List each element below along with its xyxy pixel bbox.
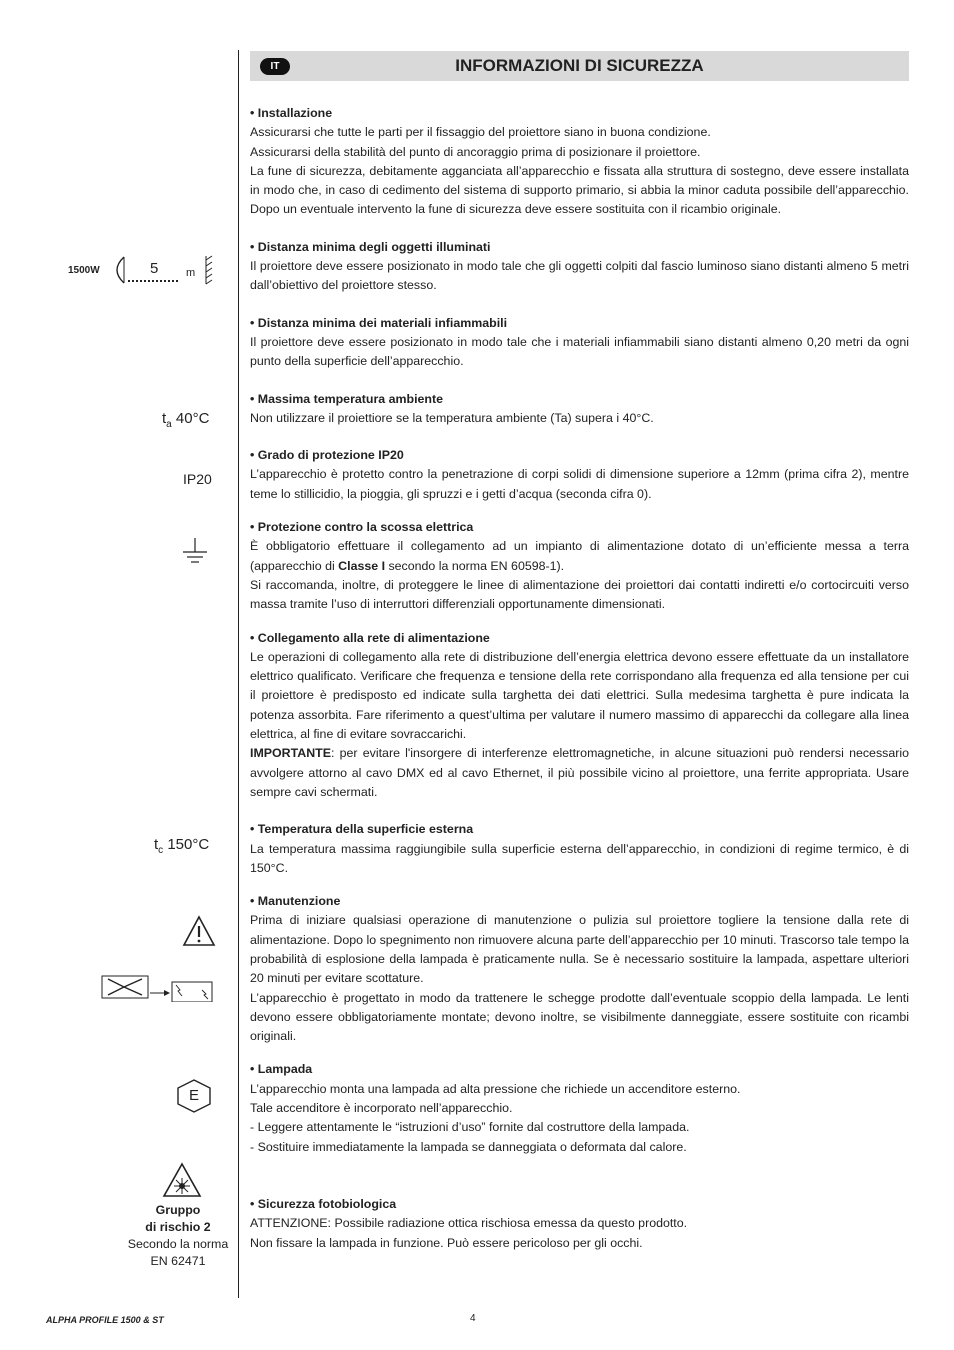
section-heading: • Distanza minima degli oggetti illuminati [250,239,491,254]
section-fotobiologica: • Sicurezza fotobiologica ATTENZIONE: Possibile radiazione ottica rischiosa emessa da questo prodotto. Non fissare la lampada in funzione. Può essere pericoloso per gli occhi. [250,1195,909,1253]
section-distanza-infiammabili: • Distanza minima dei materiali infiammabili Il proiettore deve essere posizionato in modo tale che i materiali infiammabili siano distanti almeno 0,20 metri da ogni punto della superficie dell’apparecchio. [250,315,909,369]
section-rete-alimentazione: • Collegamento alla rete di alimentazione Le operazioni di collegamento alla rete di distribuzione dell’energia elettrica devono essere effettuate da un installatore elettrico qualificato. Verificare che frequenza e tensione della rete corrispondano alla frequenza ed alla tensione per cui il proiettore è predisposto ed indicate sulla targhetta dei dati elettrici. Sulla medesima targhetta è pure indicata la potenza assorbita. Fare riferimento a quest’ultima per valutare il numero massimo di apparecchi da collegare alla linea elettrica, al fine di evitare sovraccarichi. IMPORTANTE: per evitare l'insorgere di interferenze elettromagnetiche, in alcune situazioni può rendersi necessario avvolgere attorno al cavo DMX ed al cavo Ethernet, il più possibile vicino al proiettore, una ferrite appropriata. Usare sempre cavi schermati. [250,630,909,799]
lens-replace-icon [100,972,216,1002]
footer-model: ALPHA PROFILE 1500 & ST [46,1315,164,1325]
tc-label: $t_c$ 150°C [154,836,210,856]
section-distanza-oggetti: • Distanza minima degli oggetti illuminati Il proiettore deve essere posizionato in modo tale che gli oggetti colpiti dal fascio luminoso siano distanti almeno 5 metri dall’obiettivo del proiettore stesso. [250,239,909,293]
section-heading: • Distanza minima dei materiali infiammabili [250,315,508,330]
section-ip20: • Grado di protezione IP20 L’apparecchio è protetto contro la penetrazione di corpi solidi di dimensione superiore a 12mm (prima cifra 2), mentre teme lo stillicidio, la pioggia, gli spruzzi e i getti d’acqua (seconda cifra 0). [250,448,909,501]
section-scossa-elettrica: • Protezione contro la scossa elettrica È obbligatorio effettuare il collegamento ad un impianto di alimentazione dotato di un’efficiente messa a terra (apparecchio di Classe I secondo la norma EN 60598-1). Si raccomanda, inoltre, di proteggere le linee di alimentazione dei proiettori dai contatti indiretti e/o cortocircuiti verso massa tramite l’uso di interruttori differenziali opportunamente dimensionati. [250,520,909,612]
section-heading: • Lampada [250,1062,313,1077]
section-heading: • Temperatura della superficie esterna [250,822,474,837]
section-manutenzione: • Manutenzione Prima di iniziare qualsiasi operazione di manutenzione o pulizia sul proiettore togliere la tensione dalla rete di alimentazione. Dopo lo spegnimento non rimuovere alcuna parte dell’apparecchio per 10 minuti. Trascorso tale tempo la probabilità di esplosione della lampada è praticamente nulla. Se è necessario sostituire la lampada, aspettare ulteriori 20 minuti per evitare scottature. L’apparecchio è progettato in modo da trattenere le schegge prodotte dall’eventuale scoppio della lampada. Le lenti devono essere obbligatoriamente montate; devono inoltre, se visibilmente danneggiate, essere sostituite con ricambi originali. [250,894,909,1044]
safety-content [250,104,909,1253]
section-heading: • Grado di protezione IP20 [250,448,404,463]
earth-ground-icon [182,538,208,566]
section-temperatura-ambiente: • Massima temperatura ambiente Non utilizzare il proiettiore se la temperatura ambiente (Ta) supera i 40°C. [250,390,909,429]
risk-group-info: Gruppo di rischio 2 Secondo la norma EN 62471 [127,1203,229,1268]
ip-rating: IP20 [183,471,212,487]
section-heading: • Collegamento alla rete di alimentazione [250,630,490,645]
lamp-hazard-letter: E [188,1087,199,1104]
distance-unit: m [186,267,196,279]
warning-icon [182,915,216,947]
distance-symbol [66,254,216,286]
ta-label: $t_a$ 40°C [162,410,210,430]
section-heading: • Manutenzione [250,894,341,909]
section-installazione: • Installazione Assicurarsi che tutte le parti per il fissaggio del proiettore siano in buona condizione. Assicurarsi della stabilità del punto di ancoraggio prima di posizionare il proiettore. La fune di sicurezza, debitamente agganciata all’apparecchio e fissata alla struttura di sostegno, deve essere installata in modo che, in caso di cedimento del sistema di supporto primario, si abbia la minor caduta possibile dell’apparecchio. Dopo un eventuale intervento la fune di sicurezza deve essere sostituita con il ricambio originale. [250,106,909,217]
section-heading: • Protezione contro la scossa elettrica [250,520,474,535]
margin-rule [238,50,239,1298]
distance-power: 1500W [68,265,100,276]
section-temperatura-superficie: • Temperatura della superficie esterna La temperatura massima raggiungibile sulla superficie esterna dell’apparecchio, in condizioni di regime termico, è di 150°C. [250,822,909,875]
section-lampada: • Lampada L’apparecchio monta una lampada ad alta pressione che richiede un accenditore esterno. Tale accenditore è incorporato nell’apparecchio. - Leggere attentamente le “istruzioni d’uso” fornite dal costruttore della lampada. - Sostituire immediatamente la lampada se danneggiata o deformata dal calore. [250,1060,909,1156]
section-header [250,51,909,81]
section-heading: • Installazione [250,106,333,120]
page-number: 4 [470,1313,476,1324]
section-heading: • Massima temperatura ambiente [250,391,444,406]
lamp-hazard-icon [176,1078,212,1114]
section-heading: • Sicurezza fotobiologica [250,1196,397,1211]
laser-radiation-icon [162,1162,202,1198]
page-title: INFORMAZIONI DI SICUREZZA [455,56,704,75]
language-badge: IT [260,58,290,75]
distance-value: 5 [150,260,159,277]
